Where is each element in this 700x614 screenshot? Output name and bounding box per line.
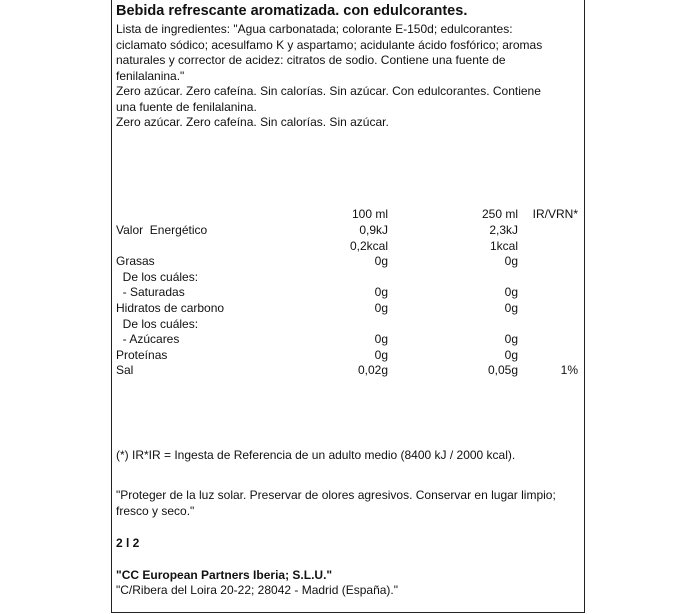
nutrient-label: De los cuáles: (116, 316, 199, 331)
ingredients-line: Lista de ingredientes: "Agua carbonatada; colorante E-150d; edulcorantes: (116, 22, 513, 36)
nutrient-label: Proteínas (116, 347, 168, 362)
claims-line: Zero azúcar. Zero cafeína. Sin calorías. Sin azúcar. Con edulcorantes. Contiene (116, 84, 541, 98)
header-250ml: 250 ml (481, 207, 518, 221)
nutrition-row (112, 285, 584, 300)
nutrition-row (112, 332, 584, 347)
nutrition-row (112, 301, 584, 316)
value-100ml: 0g (374, 347, 388, 362)
value-250ml: 0g (504, 285, 518, 300)
storage-line: fresco y seco." (116, 503, 195, 518)
header-ir: IR/VRN* (532, 207, 578, 221)
value-100ml: 0g (374, 301, 388, 315)
company-name: "CC European Partners Iberia; S.L.U." (116, 568, 333, 582)
value-250ml: 0g (504, 301, 518, 315)
label-panel (111, 0, 585, 613)
value-100ml: 0g (374, 254, 388, 269)
nutrient-label: - Azúcares (116, 332, 180, 347)
footnote: (*) IR*IR = Ingesta de Referencia de un adulto medio (8400 kJ / 2000 kcal). (116, 448, 516, 462)
storage-text (116, 488, 578, 519)
ingredients-line: fenilalanina." (116, 68, 185, 83)
value-250ml: 2,3kJ (489, 223, 518, 237)
company-address: "C/Ribera del Loira 20-22; 28042 - Madrid (España)." (116, 583, 398, 597)
nutrition-header-row (112, 207, 584, 222)
product-title: Bebida refrescante aromatizada. con edulcorantes. (116, 3, 468, 19)
nutrition-row (112, 270, 584, 285)
value-250ml: 0g (504, 254, 518, 269)
nutrition-row (112, 317, 584, 332)
nutrition-row (112, 239, 584, 254)
nutrient-label: - Saturadas (116, 285, 185, 300)
nutrition-row (112, 348, 584, 363)
batch-code: 2 l 2 (116, 536, 140, 550)
ingredients-line: naturales y corrector de acidez: citratos de sodio. Contiene una fuente de (116, 53, 506, 68)
value-100ml: 0g (374, 332, 388, 347)
nutrient-label: Sal (116, 363, 134, 378)
ingredients-text (116, 22, 578, 84)
value-100ml: 0,2kcal (349, 238, 388, 253)
value-100ml: 0,02g (357, 363, 388, 378)
nutrient-label: Grasas (116, 254, 155, 269)
nutrition-row (112, 363, 584, 378)
storage-line: "Proteger de la luz solar. Preservar de olores agresivos. Conservar en lugar limpio; (116, 488, 556, 502)
nutrient-label: Valor Energético (116, 223, 208, 237)
nutrition-row (112, 223, 584, 238)
value-100ml: 0g (374, 285, 388, 300)
ingredients-line: ciclamato sódico; acesulfamo K y aspartamo; acidulante ácido fosfórico; aromas (116, 37, 543, 52)
value-250ml: 1kcal (489, 238, 518, 253)
claims-short-text: Zero azúcar. Zero cafeína. Sin calorías. Sin azúcar. (116, 115, 389, 129)
value-250ml: 0,05g (487, 363, 518, 378)
claims-text (116, 84, 578, 115)
value-250ml: 0g (504, 332, 518, 347)
nutrient-label: Hidratos de carbono (116, 301, 225, 315)
nutrition-row (112, 254, 584, 269)
nutrient-label: De los cuáles: (116, 269, 199, 284)
value-250ml: 0g (504, 347, 518, 362)
value-ir: 1% (560, 363, 578, 378)
claims-line: una fuente de fenilalanina. (116, 99, 257, 114)
value-100ml: 0,9kJ (359, 223, 388, 237)
header-100ml: 100 ml (351, 207, 388, 221)
